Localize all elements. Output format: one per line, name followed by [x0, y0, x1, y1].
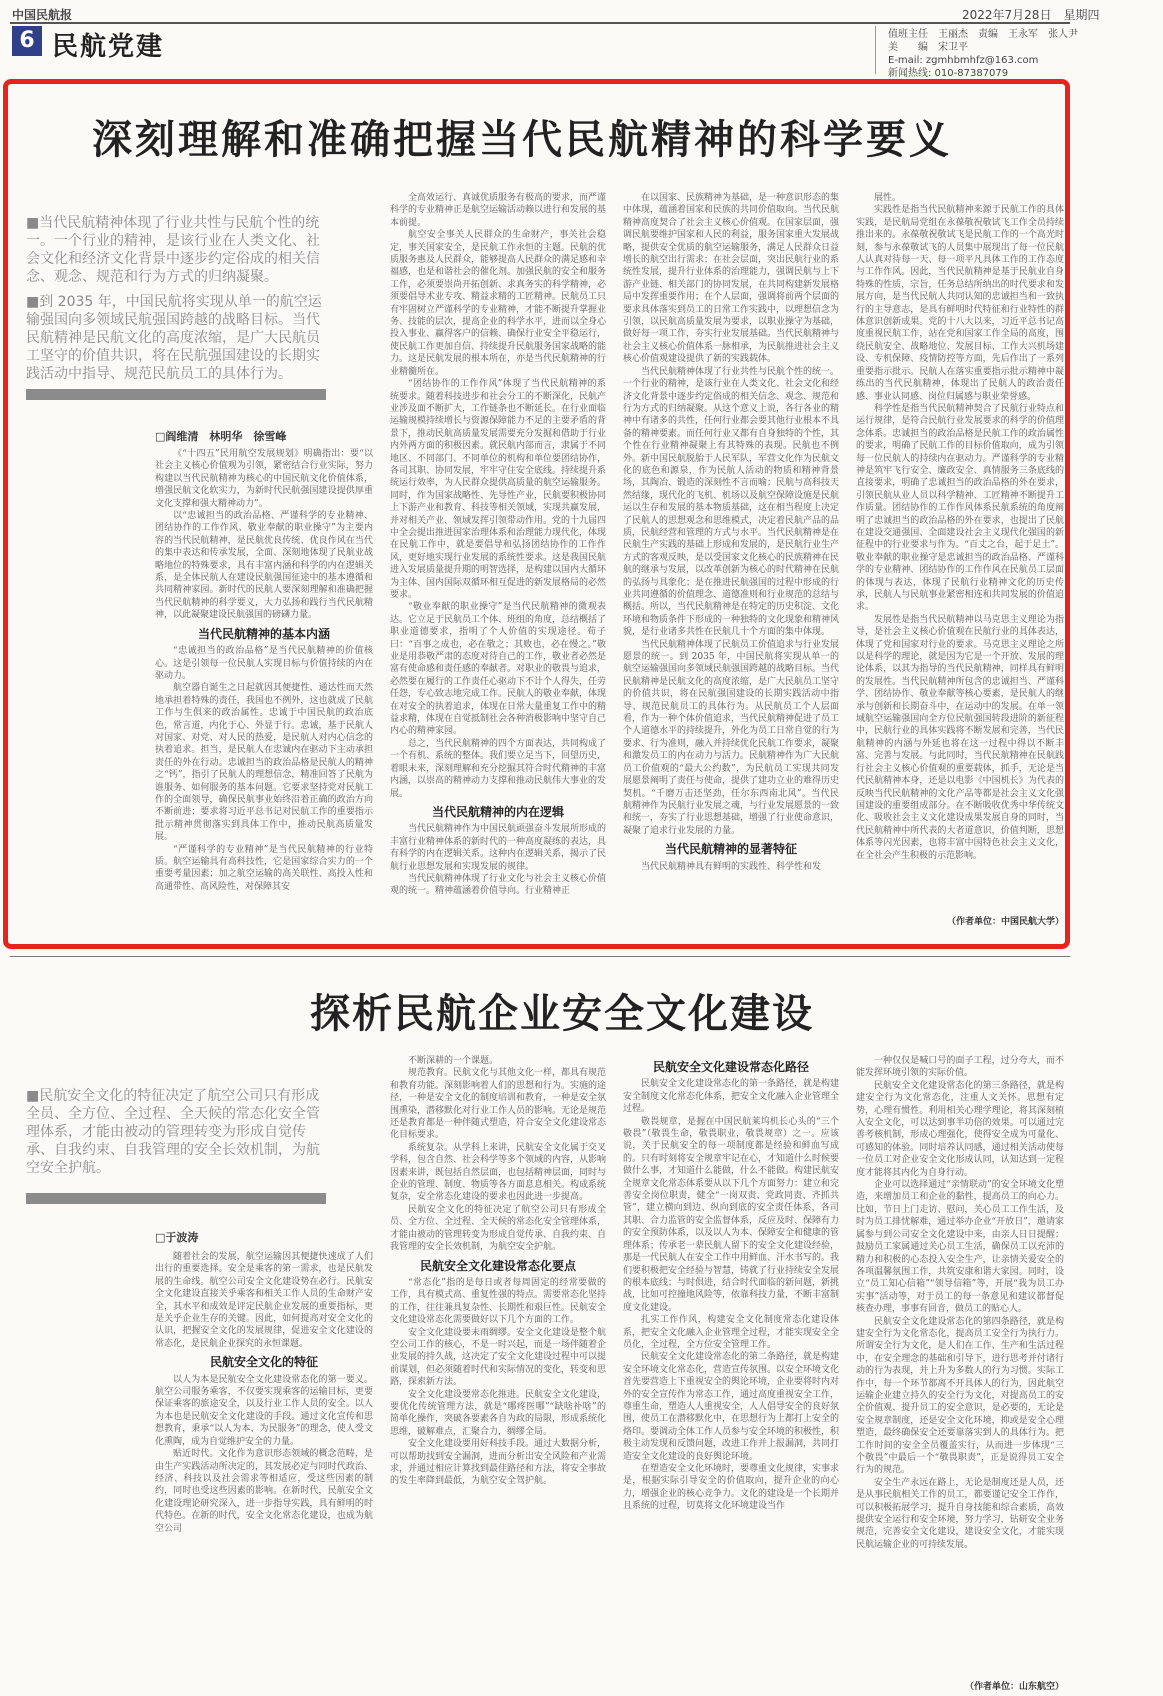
article1-lead-2: ■到 2035 年，中国民航将实现从单一的航空运输强国向多领域民航强国跨越的战略目标。当代民航精神是民航文化的高度浓缩，是广大民航员工坚守的价值共识，将在民航强国建设的长期实践活动中指导、规范民航员工的具体行为。: [26, 294, 322, 382]
paragraph: 系统复杂。从学科上来讲，民航安全文化属于交叉学科，包含自然、社会科学等多个领域的内容，从影响因素来讲，既包括自然层面，也包括精神层面，同时与企业的管理、制度、物质等各方面息息相关。构成系统复杂，安全常态化建设的要求也因此进一步提高。: [390, 1142, 606, 1203]
subheading: 当代民航精神的基本内涵: [197, 626, 330, 641]
lead-divider-bar: [26, 389, 326, 400]
editor-email: E-mail: zgmhbmhfz@163.com: [888, 55, 1039, 66]
article1-column-3: [623, 192, 839, 926]
subheading: 民航安全文化建设常态化要点: [419, 1258, 576, 1273]
paragraph: 民航安全文化的特征决定了航空公司只有形成全员、全方位、全过程、全天候的常态化安全管理体系，才能由被动的管理转变为形成自觉传承、自我约束、自我管理的安全长效机制，为航空安全护航。: [390, 1204, 606, 1253]
paragraph: 展性。: [874, 193, 902, 203]
top-rule: [10, 22, 1070, 24]
article1-byline: □阎维清 林明华 徐雪峰: [155, 430, 287, 443]
article2-author-unit: （作者单位：山东航空）: [964, 1682, 1064, 1692]
article1-lead-1: ■当代民航精神体现了行业共性与民航个性的统一。一个行业的精神，是该行业在人类文化、社会文化和经济文化背景中逐步约定俗成的相关信念、观念、规范和行为方式的归纳凝聚。: [26, 215, 320, 285]
paragraph: 航空安全事关人民群众的生命财产，事关社会稳定，事关国家安全，是民航工作永恒的主题。民航的优质服务惠及人民群众，能够提高人民群众的满足感和幸福感，也是和谐社会的催化剂。加强民航的安全和服务工作，必须要崇尚开拓创新、求真务实的科学精神，必须要倡导术业专攻、精益求精的工匠精神。民航员工只有牢固树立严谨科学的专业精神，才能不断提升掌握业务、技能的层次，提高企业的科学水平，进而以全身心投入事业、赢得客户的信赖、确保行业安全平稳运行，使民航工作更加自信、持续提升民航服务国家战略的能力。这是民航发展的根本所在，亦是当代民航精神的行业精髓所在。: [390, 230, 606, 377]
paragraph: 民航安全文化建设常态化的第四条路径，就是构建安全行为文化常态化，提高员工安全行为执行力。所谓安全行为文化，是人们在工作、生产和生活过程中，在安全理念的基础和引导下，进行思考并付诸行动的行为表现，并上升为多数人的行为习惯。实际工作中，每一个环节都离不开具体人的行为，因此航空运输企业建立持久的安全行为文化，对提高员工的安全价值观、提升员工的安全意识，是必要的，无论是安全规章制度，还是安全文化环境，抑或是安全心理塑造，最终确保安全还要靠落实到人的具体行为。把工作时间的安全全员覆盖实行，从而进一步体现“三个敬畏”中最后一个“敬畏职责”，正是说得员工安全行为的规范。: [856, 1316, 1064, 1476]
paragraph: 在塑造安全文化环境时，要尊重文化规律，实事求是，根据实际引导安全的价值取向，提升企业的向心力，增强企业的核心竞争力。文化的建设是一个长期并且系统的过程，切莫将文化环境建设当作: [623, 1464, 839, 1512]
page-number: 6: [12, 26, 42, 56]
subheading: 民航安全文化的特征: [209, 1355, 318, 1370]
paragraph: 发展性是指当代民航精神以马克思主义理论为指导，是社会主义核心价值观在民航行业的具体表达，体现了党和国家对行业的要求。马克思主义理论之所以是科学的理论，就是因为它是一个开放、发展的理论体系，以其为指导的当代民航精神，同样具有鲜明的发展性。当代民航精神所包含的忠诚担当、严谨科学、团结协作、敬业奉献等核心要素，是民航人的继承与创新和长期奋斗中，在运动中的发展。在单一领域航空运输强国向全方位民航强国转段进阶的新征程中，民航行业的具体实践将不断发展和完善，当代民航精神的内涵与外延也将在这一过程中得以不断丰富、完善与发展。与此同时，当代民航精神在民航践行社会主义核心价值观的重要载体，抓手，无论是当代民航精神本身，还是以电影《中国机长》为代表的反映当代民航精神的文化产品等都是社会主义文化强国建设的重要组成部分。在不断吸收优秀中华传统文化、吸收社会主义文化建设成果发展自身的同时，当代民航精神中所代表的大者道意识，价值判断，思想体系等闪光因素，也将丰富中国特色社会主义文化，在全社会产生积极的示范影响。: [856, 614, 1064, 861]
paragraph: 安全文化建设要未雨绸缪。安全文化建设是整个航空公司工作的核心，不是一时兴起，而是一场伴随着企业发展的持久战，这决定了安全文化建设过程中可以提前谋划，但必须随着时代和实际情况的变化，转变和思路，探索新方法。: [390, 1327, 606, 1388]
paragraph: 全高效运行、真诚优质服务有极高的要求，而严谨科学的专业精神正是航空运输活动赖以进行和发展的基本前提。: [390, 193, 606, 228]
subheading: 当代民航精神的显著特征: [664, 842, 797, 857]
article2-column-1: [155, 1251, 373, 1690]
paragraph: 民航安全文化建设常态化的第二条路径，就是构建安全环境文化常态化，营造宣传氛围。以安全环境文化首先要营造上下重视安全的舆论环境，企业要将时内对外的安全宣传作为常态工作，通过高度重视安全工作，尊重生命，塑造人人重视安全，人人倡导安全的良好氛围，使员工在潜移默化中，在思想行为上都打上安全的烙印。要调动全体工作人员参与安全环境的积极性，积极主动发现和反馈问题，改进工作并上报漏洞，共同打造安全文化建设的良好舆论环境。: [623, 1352, 839, 1462]
paragraph: 安全文化建设要常态化推进。民航安全文化建设，要优化传统管理方法，就是“哪疼医哪”“缺啥补啥”的简单化操作，突破各要素各自为政的局限，形成系统化思维，破解难点，汇聚合力，绸缪全局。: [390, 1389, 606, 1437]
section-title: 民航党建: [52, 32, 165, 62]
paragraph: “敬业奉献的职业操守”是当代民航精神的微观表达。它立足于民航员工个体、班组的角度，总结概括了职业道德要求，指明了个人价值的实现途径。荀子曰：“百事之成也，必在敬之；其败也，必在慢之。”敬业是用恭敬严肃的态度对待自己的工作，敬业者必然是富有使命感和责任感的奉献者。对职业的敬畏与追求，必然要在履行的工作责任心驱动下不计个人得失，任劳任怨，专心致志地完成工作。民航人的敬业奉献，体现在对安全的执着追求，体现在日常大量重复工作中的精益求精，体现在自觉抵制社会各种消极影响中坚守自己内心的精神家园。: [390, 602, 606, 737]
article1-column-4: [856, 192, 1064, 908]
paragraph: 科学性是指当代民航精神契合了民航行业特点和运行规律，是符合民航行业发展要求的科学的价值理念体系。忠诚担当的政治品格是民航工作的政治属性的要求，明确了民航工作的目标价值取向，成为引领每一位民航人的持续内在驱动力。严谨科学的专业精神是筑牢飞行安全、廉政安全、真情服务三条底线的直接要求，明确了忠诚担当的政治品格的外在要求，引领民航从业人员以科学精神、工匠精神不断提升工作质量。团结协作的工作作风体系民航系统的角度阐明了忠诚担当的政治品格的外在要求，也提出了民航在建设交通强国、全面建设社会主义现代化强国的新征程中的行业要求与作为。“百丈之台，起于足土”。敬业奉献的职业操守是忠诚担当的政治品格、严谨科学的专业精神、团结协作的工作作风在民航员工层面的体现与表达，体现了民航行业精神文化的历史传承，民航人与民航事业紧密相连和共同发展的价值追求。: [856, 403, 1064, 613]
article1-column-2: [390, 192, 606, 926]
paragraph: 当代民航精神体现了行业共性与民航个性的统一。一个行业的精神，是该行业在人类文化、社会文化和经济文化背景中逐步约定俗成的相关信念、观念、规范和行为方式的归纳凝聚。从这个意义上说，各行各业的精神中有诸多的共性，任何行业都会要其他行业根本不具备的精神要素。而任何行业又都有自身独特的个性，其个性在行业精神凝聚上有其特殊的表现。民航也不例外。新中国民航脱胎于人民军队，军营文化作为民航文化的底色和源泉，作为民航人活动的物质和精神背景场，其陶冶、锻造的深刻性不言而喻；民航与高科技天然结缘，现代化的飞机、机场以及航空保障设施是民航运以生存和发展的基本物质基础，这在相当程度上决定了民航人的思想观念和思维模式，决定着民航产品的品质，民航经营和管理的方式与水平。当代民航精神是在民航生产实践的基础上形成和发展的，是民航行业生产方式的客观反映，是以受国家文化核心的民族精神在民航的继承与发展，以改革创新为核心的时代精神在民航的弘扬与具象化；是在推进民航强国的过程中形成的行业共同遵循的价值理念、道德准则和行业规范的总结与概括。所以，当代民航精神是在特定的历史积淀、文化环境和物质条件下形成的一种独特的文化现象和精神风貌，是行业诸多共性在民航几十个方面的集中体现。: [623, 366, 839, 638]
paragraph: 以“忠诚担当的政治品格、严谨科学的专业精神、团结协作的工作作风、敬业奉献的职业操守”为主要内容的当代民航精神，是民航优良传统、优良作风在当代的集中表达和传承发展，全面、深刻地体现了民航业战略地位的特殊要求，具有丰富内涵和科学的内在逻辑关系，是全体民航人在建设民航强国征途中的基本遵循和共同精神家园。新时代的民航人要深刻理解和准确把握当代民航精神的科学要义，大力弘扬和践行当代民航精神，以此凝聚建设民航强国的磅礴力量。: [155, 511, 373, 621]
paragraph: 扎实工作作风，构建安全文化制度常态化建设体系，把安全文化融入企业管理全过程，才能实现安全全员化，全过程，全方位安全管理工作。: [623, 1315, 839, 1350]
paragraph: 安全文化建设要用好科技手段。通过大数据分析，可以帮助找到安全漏洞，进而分析出安全风险和产业需求，并通过相应计算找到最佳路径和方法，将安全事故的发生率降到最低，为航空安全驾护航。: [390, 1439, 606, 1487]
editor-hotline: 新闻热线: 010-87387079: [888, 68, 1009, 79]
paragraph: “忠诚担当的政治品格”是当代民航精神的价值核心。这是引领每一位民航人实现目标与价值持续的内在驱动力。: [155, 646, 373, 681]
article-divider: [10, 956, 1070, 957]
paragraph: 航空器自诞生之日起就因其便捷性、通达性而天然地承担着特殊的责任，我国也不例外，这也就成了民航工作与生俱来的政治属性。忠诚于中国民航的政治底色，常言道，内化于心、外显于行。忠诚，基于民航人对国家、对党、对人民的热爱，是民航人对内心信念的执着追求。担当，是民航人在忠诚内在驱动下主动承担责任的外在行动。忠诚担当的政治品格是民航人的精神之“钙”，指引了民航人的理想信念，精准回答了民航为谁服务、如何服务的基本问题。它要求坚持党对民航工作的全面领导，确保民航事业始终沿着正确的政治方向不断前进；要求将习近平总书记对民航工作的重要指示批示精神贯彻落实到具体工作中，推动民航高质量发展。: [155, 683, 373, 843]
article1-author-unit: （作者单位：中国民航大学）: [946, 917, 1064, 927]
masthead-name: 中国民航报: [12, 8, 73, 22]
paragraph: 随着社会的发展，航空运输因其便捷快速成了人们出行的重要选择。安全是乘客的第一需求，也是民航发展的生命线。航空公司安全文化建设势在必行。民航安全文化建设直接关乎乘客和相关工作人员的生命财产安全，其水平和成效是评定民航企业发展的重要指标，更是关乎企业生存的关键。因此，如何提高对安全文化的认识，把握安全文化的发展规律，促进安全文化建设的常态化，是民航企业探究的永恒课题。: [155, 1252, 373, 1349]
subheading: 当代民航精神的内在逻辑: [431, 804, 564, 819]
paragraph: 当代民航精神具有鲜明的实践性、科学性和发: [641, 861, 822, 872]
paragraph: 在以国家、民族精神为基础，是一种意识形态的集中体现，蕴涵着国家和民族的共同价值取向。当代民航精神高度契合了社会主义核心价值观。在国家层面，强调民航要维护国家和人民的利益，服务国家重大发展战略，提供安全优质的航空运输服务，满足人民群众日益增长的航空出行需求；在社会层面，突出民航行业的系统性发展，提升行业体系的治理能力，强调民航与上下游产业链、相关部门的协同发展，在共同构建新发展格局中发挥重要作用；在个人层面，强调将前两个层面的要求具体落实到员工的日常工作实践中，以理想信念为引领，以民航高质量发展为要求，以职业操守为基础，做好每一项工作，夯实行业发展基础。当代民航精神与社会主义核心价值体系一脉相承，为民航推进社会主义核心价值观建设提供了新的实践载体。: [623, 193, 839, 365]
paragraph: 《“十四五”民用航空发展规划》明确指出：要“以社会主义核心价值观为引领，紧密结合行业实际，努力构建以当代民航精神为核心的中国民航文化价值体系，增强民航文化软实力，为新时代民航强国建设提供厚重文化支撑和强大精神动力”。: [155, 449, 373, 509]
paragraph: 一种仅仅是喊口号的面子工程，过分夸大，而不能发挥环境引领的实际价值。: [856, 1056, 1064, 1079]
article2-headline: 探析民航企业安全文化建设: [310, 990, 814, 1037]
article1-column-1: [155, 448, 373, 926]
paragraph: “严谨科学的专业精神”是当代民航精神的行业特质。航空运输具有高科技性，它是国家综合实力的一个重要考量因素；加之航空运输的高关联性、高投入性和高通带性、高风险性，对保障其安: [155, 844, 373, 892]
lead-divider-bar: [26, 1193, 326, 1204]
paragraph: 贴近时代。文化作为意识形态领域的概念范畴，是由生产实践活动所决定的，其发展必定与同时代政治、经济、科技以及社会需求等相适应，受这些因素的制约，同时也受这些因素的影响。在新时代，民航安全文化建设理论研究深入，进一步指导实践，具有鲜明的时代特色。在新的时代，安全文化常态化建设，也成为航空公司: [155, 1449, 373, 1534]
article1-headline: 深刻理解和准确把握当代民航精神的科学要义: [92, 116, 952, 163]
paragraph: 民航安全文化建设常态化的第一条路径，就是构建安全制度文化常态化体系，把安全文化融入企业管理全过程。: [623, 1079, 839, 1115]
paragraph: 当代民航精神体现了民航员工价值追求与行业发展愿景的统一。到 2035 年，中国民航将实现从单一的航空运输强国向多领域民航强国跨越的战略目标。当代民航精神是民航文化的高度浓缩，是广大民航员工坚守的价值共识，将在民航强国建设的长期实践活动中指导、规范民航员工的具体行为。从民航员工个人层面看，作为一种个体价值追求，当代民航精神促进了员工个人道德水平的持续提升，外化为员工日常自觉的行为要求、行为准则，融入并持续优化民航工作要求，凝聚和激发员工的内在动力与活力。民航精神作为广大民航员工价值观的“最大公约数”，为民航员工实现共同发展愿景阐明了责任与使命，提供了建功立业的难得历史契机。“千磨万击还坚劲，任尔东西南北风”。当代民航精神作为民航行业发展之魂，与行业发展愿景的一致和统一，夯实了行业思想基础，增强了行业使命意识，凝聚了追求行业发展的力量。: [623, 639, 839, 836]
subheading: 民航安全文化建设常态化路径: [652, 1060, 809, 1074]
paragraph: 以人为本是民航安全文化建设常态化的第一要义。航空公司服务乘客，不仅要实现乘客的运输目标，更要保证乘客的旅途安全，以及行业工作人员的安全。以人为本也是民航安全文化建设的手段。通过文化宣传和思想教育，秉承“以人为本、为民服务”的理念，使人受文化熏陶，成为自觉维护安全的力量。: [155, 1374, 373, 1447]
editor-info: [888, 28, 1078, 80]
paragraph: “常态化”指的是每日或者每周固定的经常要做的工作，具有模式高、重复性强的特点。需要常态化坚持的工作，往往兼具复杂性、长期性和艰巨性。民航安全文化建设常态化需要做好以下几个方面的工作。: [390, 1277, 606, 1326]
editor-line: 值班主任 王丽杰 责编 王永军 张人尹: [888, 29, 1078, 40]
article2-column-4: [856, 1055, 1064, 1675]
paragraph: 规范教育。民航文化与其他文化一样，都具有规范和教育功能。深刻影响着人们的思想和行为。实施的途径，一种是安全文化的制度培训和教育，一种是安全氛围熏染，潜移默化对行业工作人员的影响。无论是规范还是教育都是一种伴随式塑造，符合安全文化建设常态化目标要求。: [390, 1068, 606, 1141]
paragraph: 敬畏规章，是握在中国民航莱坞机长心头的“三个敬畏”（敬畏生命，敬畏职业，敬畏规章）之一。应该说，关于民航安全的每一项制度都是经验和鲜血写成的。只有时刻将安全规章牢记在心，才知道什么时候要做什么事，才知道什么能做，什么不能做。构建民航安全规章文化常态体系要从以下几个方面努力：建立和完善安全岗位职责，健全“一岗双责、党政同责、齐抓共管”，建立横向到边、纵向到底的安全责任体系，各司其职、合力监管的安全监督体系，反应及时、保障有力的安全预防体系，以及以人为本、保障安全和健康的管理体系；传承老一辈民航人留下的安全文化建设经验，那是一代民航人在安全工作中用鲜血、汗水书写的。我们要积极把安全经验与智慧，铸就了行业持续安全发展的根本底线；与时俱进，结合时代面临的新问题，新挑战，比如可控撞地风险等，依靠科技力量，不断丰富制度文化建设。: [623, 1116, 839, 1313]
header-divider: [875, 26, 876, 74]
paragraph: 总之，当代民航精神的四个方面表达，共同构成了一个有机、系统的整体。我们要立足当下，回望历史，着眼未来，深刻理解和充分挖掘其符合时代精神的丰富内涵，以崇高的精神动力支撑和推动民航伟大事业的发展。: [390, 738, 606, 799]
paragraph: “团结协作的工作作风”体现了当代民航精神的系统要求。随着科技进步和社会分工的不断深化，民航产业涉及面不断扩大，工作链条也不断延长。在行业面临运输规模持续增长与资源保障能力不足的主要矛盾的背景下，推动民航高质量发展需要充分发掘和借助于行业内外两方面的积极因素。就民航内部而言，隶属于不同地区、不同部门、不同单位的机构和单位要团结协作，各司其职、协同发展，牢牢守住安全底线。持续提升系统运行效率，为人民群众提供高质量的航空运输服务。同时，作为国家战略性、先导性产业，民航要积极协同上下游产业和教育、科技等相关领域，实现共赢发展，并对相关产业、领域发挥引领带动作用。党的十九届四中全会提出推进国家治理体系和治理能力现代化，体现在民航工作中，就是要倡导和弘扬团结协作的工作作风，更好地实现行业发展的系统性要求。这是我国民航进入发展质量提升期的明智选择，是构建以国内大循环为主体、国内国际双循环相互促进的新发展格局的必然要求。: [390, 379, 606, 600]
paragraph: 实践性是指当代民航精神来源于民航工作的具体实践，是民航局党组在永葆敬祝敬试飞工作全员持续推出来的。永葆敬祝敬试飞是民航工作的一个高光时刻，参与永葆敬试飞的人员集中展现出了每一位民航人认真对待每一天、每一项平凡具体工作的工作态度与工作作风。因此，当代民航精神是基于民航业自身特殊的性质，宗旨，任务总结所纳出的时代要求和发展方向，是当代民航人共同认知的忠诚担当和一致执行的主导意志，是具有鲜明时代特征和行业特性的群体意识创新成果。党的十八大以来，习近平总书记高度重视民航工作，站在党和国家工作全局的高度，围绕民航安全、战略地位、发展目标、工作大兴机场建设、专机保障、疫情防控等方面，先后作出了一系列重要指示批示。民航人在落实重要指示批示精神中凝练出的当代民航精神，体现出了民航人的政治责任感、事业认同感、岗位归属感与职业荣誉感。: [856, 205, 1064, 402]
article2-lead: ■民航安全文化的特征决定了航空公司只有形成全员、全方位、全过程、全天候的常态化安全管理体系，才能由被动的管理转变为形成自觉传承、自我约束、自我管理的安全长效机制，为航空安全护航。: [26, 1088, 320, 1176]
article2-column-2: [390, 1055, 606, 1690]
paragraph: 安全生产永远在路上，无论是制度还是人员，还是从事民航相关工作的员工，都要谨记安全工作作，可以积极拓展学习，提升自身技能和综合素质，高效提供安全运行和安全环境，努力学习，钻研安全业务规范，完善安全文化建设，建设安全文化，才能实现民航运输企业的可持续发展。: [856, 1477, 1064, 1550]
paragraph: 当代民航精神体现了行业文化与社会主义核心价值观的统一。精神蕴涵着价值导向。行业精神正: [390, 873, 606, 897]
article2-column-3: [623, 1055, 839, 1690]
paragraph: 当代民航精神作为中国民航顽强奋斗发展所形成的丰富行业精神体系的新时代的一种高度凝练的表达，具有科学的内在逻辑关系。这种内在逻辑关系，揭示了民航行业思想发展和实现发展的规律。: [390, 824, 606, 872]
editor-line: 美 编 宋卫平: [888, 42, 968, 53]
issue-date: 2022年7月28日 星期四: [962, 8, 1100, 22]
paragraph: 民航安全文化建设常态化的第三条路径，就是构建安全行为文化常态化，注重人文关怀。思想有定势，心理有惯性。利用相关心理学理论，将其深刻植入安全文化，可以达到事半功倍的效果。可以通过完善考核机制，形成心理强化，使得安全成为可量化、可感知的体验。同时培养认同感，通过相关活动使每一位员工对企业安全文化形成认同，认知达到一定程度才能将其内化为自身行动。: [856, 1080, 1064, 1178]
article2-byline: □于波涛: [155, 1231, 199, 1244]
paragraph: 不断深耕的一个课题。: [408, 1056, 499, 1066]
paragraph: 企业可以选择通过“亲情联动”的安全环境文化塑造，来增加员工和企业的黏性，提高员工的向心力。比如，节日上门走访、慰问，关心员工工作生活，及时为员工排忧解难，通过举办企业“开放日”，邀请家属参与到公司安全文化建设中来，由亲人日日提醒；鼓励员工家属通过关心员工生活，确保员工以充沛的精力和积极的心态投入安全生产，让亲情关爱安全的各项温馨氛围工作，共筑安康和谐大家园。同时，设立“员工知心信箱”“领导信箱”等，开展“我为员工办实事”活动等，对于员工的每一条意见和建议都督促核查办理，事事有回音，做员工的贴心人。: [856, 1180, 1064, 1315]
